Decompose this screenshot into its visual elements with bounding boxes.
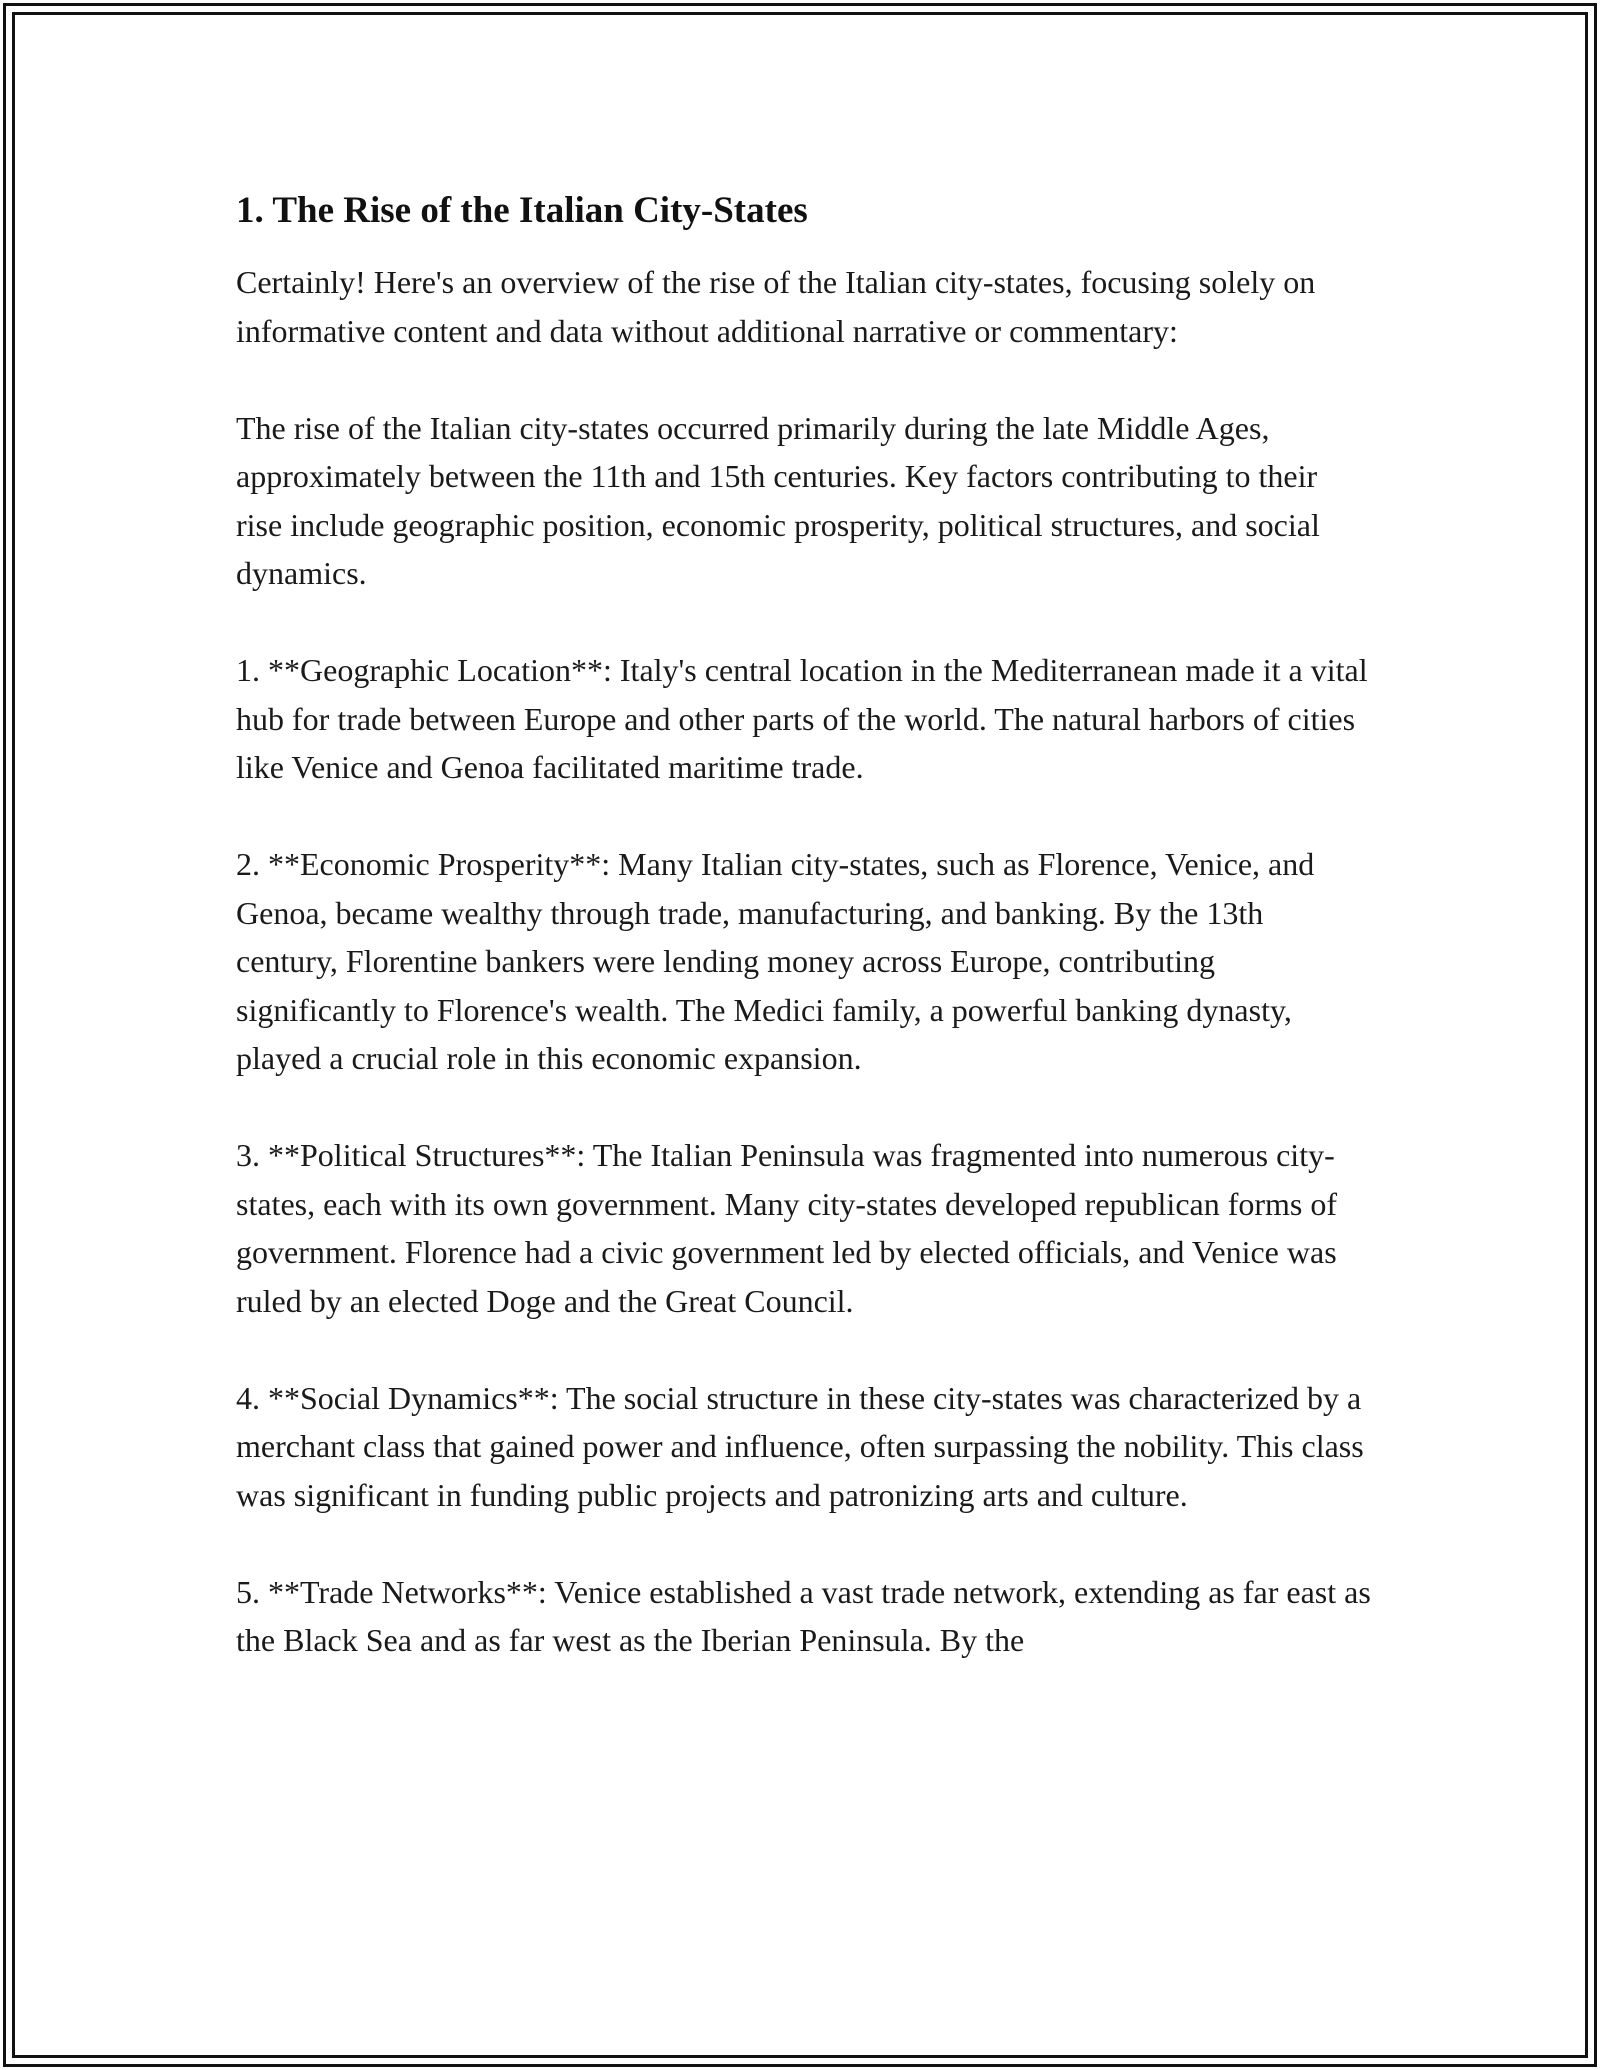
section-heading: 1. The Rise of the Italian City-States [236, 190, 808, 231]
social-dynamics-paragraph: 4. **Social Dynamics**: The social structure in these city-states was characterized by a merchant class that gained power and influence, often surpassing the nobility. This class was significant in funding public projects and patronizing arts and culture. [236, 1379, 1364, 1513]
intro-paragraph: Certainly! Here's an overview of the rise of the Italian city-states, focusing solely on informative content and data without additional narrative or commentary: [236, 264, 1316, 349]
document-body [236, 186, 1371, 1713]
economic-prosperity-paragraph: 2. **Economic Prosperity**: Many Italian city-states, such as Florence, Venice, and Genoa, became wealthy through trade, manufacturing, and banking. By the 13th century, Florentine bankers were lending money across Europe, contributing significantly to Florence's wealth. The Medici family, a powerful banking dynasty, played a crucial role in this economic expansion. [236, 846, 1315, 1076]
political-structures-paragraph: 3. **Political Structures**: The Italian Peninsula was fragmented into numerous city-states, each with its own government. Many city-states developed republican forms of government. Florence had a civic government led by elected officials, and Venice was ruled by an elected Doge and the Great Council. [236, 1137, 1338, 1319]
overview-paragraph: The rise of the Italian city-states occurred primarily during the late Middle Ages, approximately between the 11th and 15th centuries. Key factors contributing to their rise include geographic position, economic prosperity, political structures, and social dynamics. [236, 409, 1320, 591]
geographic-location-paragraph: 1. **Geographic Location**: Italy's central location in the Mediterranean made it a vital hub for trade between Europe and other parts of the world. The natural harbors of cities like Venice and Genoa facilitated maritime trade. [236, 652, 1368, 785]
trade-networks-paragraph: 5. **Trade Networks**: Venice established a vast trade network, extending as far east as the Black Sea and as far west as the Iberian Peninsula. By the [236, 1573, 1371, 1658]
